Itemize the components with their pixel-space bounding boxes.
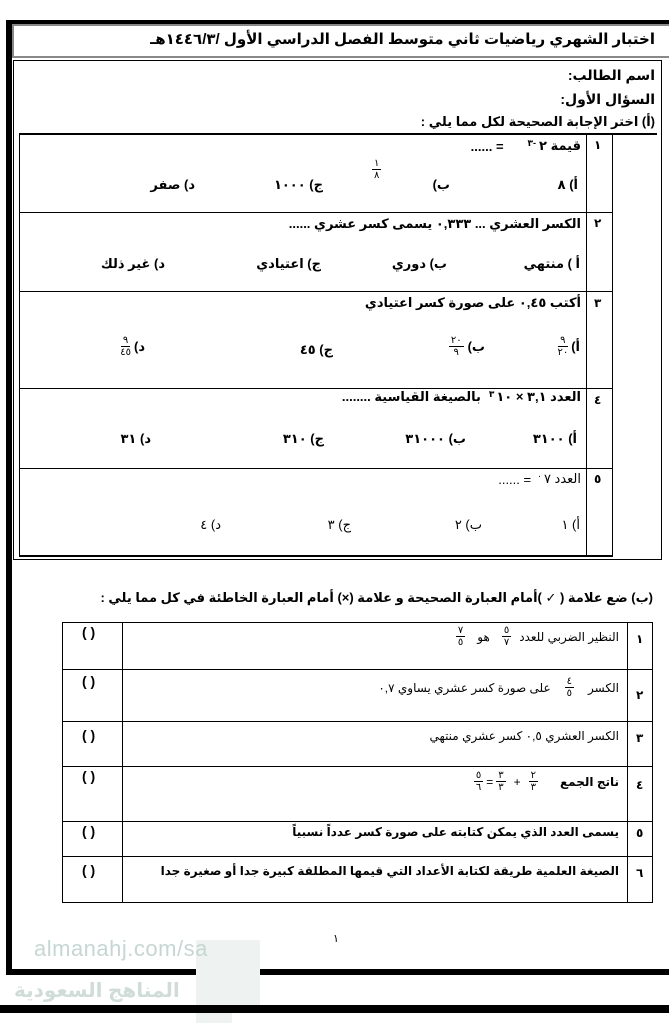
fraction-denominator: ٣ [530,782,536,793]
option-d[interactable]: د) غير ذلك [100,256,165,271]
fraction-denominator: ٨ [374,170,380,181]
option-a[interactable]: أ) ١ [561,517,580,532]
fraction-numerator: ٩ [560,335,566,346]
question-stem: العدد ٧ [543,471,581,486]
question-one-label: السؤال الأول: [560,91,655,107]
statement-text: الكسر [588,680,619,695]
tf-row-divider [62,856,653,857]
option-a-group[interactable] [557,335,580,358]
plus-sign: + [513,774,521,789]
true-false-table [62,622,653,903]
statement-line [378,676,619,699]
equals-sign: = [486,774,494,789]
watermark-url: almanahj.com/sa [34,936,208,961]
statement-number: ١ [636,632,644,646]
fraction-numerator: ٩ [122,335,129,346]
statement-tail: على صورة كسر عشري يساوي ٠,٧ [378,680,551,695]
statement-text: يسمى العدد الذي يمكن كتابته على صورة كسر عدداً نسبياً [292,825,619,839]
question-blank: بالصيغة القياسية ........ [341,389,481,404]
question-number: ١ [594,138,602,152]
option-a[interactable]: أ) ٣١٠٠ [532,431,577,446]
answer-blank[interactable]: ( ) [82,727,96,743]
exam-title: اختبار الشهري رياضيات ثاني متوسط الفصل الدراسي الأول /١٤٤٦/٣هـ [150,31,655,48]
watermark-arabic-logo: المناهج السعودية [14,980,180,1002]
option-b[interactable]: ب) [467,338,485,354]
question-number: ٥ [594,472,602,486]
option-b[interactable]: ب) ٢ [454,517,482,532]
answer-blank[interactable]: ( ) [82,624,96,640]
question-blank: = ...... [498,471,532,487]
question-stem: قيمة ٢ [539,138,581,153]
fraction-denominator: ٣ [498,782,504,793]
option-d[interactable]: د) ٣١ [120,431,151,446]
fraction-denominator: ٥ [457,637,464,648]
option-c[interactable]: ج) ٣ [327,517,351,532]
question-text [342,389,581,405]
option-d[interactable]: د) ٤ [200,517,221,532]
part-a-instruction: (أ) اختر الإجابة الصحيحة لكل مما يلي : [420,114,655,129]
statement-number: ٥ [636,826,644,840]
fraction-numerator: ٥ [503,625,510,636]
answer-blank[interactable]: ( ) [82,862,96,878]
question-stem: العدد ٣,١ × ١٠ [496,389,581,404]
fraction-numerator: ٥ [475,770,482,781]
mcq-row-divider [19,212,612,213]
option-c[interactable]: ج) ١٠٠٠ [273,177,323,192]
fraction-numerator: ٢٠ [450,335,462,346]
question-number: ٤ [594,393,602,407]
option-c[interactable]: ج) ٣١٠ [282,431,324,446]
mcq-table-margin [612,133,657,557]
fraction-denominator: ٤٥ [120,347,131,358]
statement-number: ٣ [636,731,644,745]
question-text [451,138,581,154]
statement-text: ناتج الجمع [559,774,619,789]
statement-number: ٤ [636,778,644,792]
option-c[interactable]: ج) اعتيادي [256,256,321,271]
fraction-denominator: ٥ [566,688,573,699]
question-text: أكتب ٠,٤٥ على صورة كسر اعتيادي [364,295,581,310]
tf-row-divider [62,721,653,722]
mcq-row-divider [19,468,612,469]
bottom-bar [0,1005,669,1013]
statement-text: النظير الضربي للعدد [519,629,619,644]
tf-row-divider [62,766,653,767]
question-blank: = ...... [470,138,504,154]
option-d[interactable]: د) [133,338,145,354]
option-b-group[interactable] [449,335,485,358]
mcq-num-column-line [586,133,587,557]
tf-row-divider [62,669,653,670]
question-text: الكسر العشري ... ٠,٣٣٣ يسمى كسر عشري ...... [288,216,581,231]
statement-number: ٦ [636,866,644,880]
exponent: ٠ [537,471,542,481]
fraction-numerator: ٧ [457,625,464,636]
fraction-denominator: ٧ [503,637,510,648]
question-number: ٣ [594,296,602,310]
exponent: -٣ [527,138,537,148]
answer-column-line [122,622,123,903]
option-b[interactable]: ب) دوري [391,256,447,271]
question-number: ٢ [594,216,602,230]
fraction-numerator: ٢ [530,770,536,781]
fraction-denominator: ٦ [475,782,482,793]
number-column-line [627,622,628,903]
statement-number: ٢ [636,688,644,702]
fraction-denominator: ٢٠ [557,347,569,358]
answer-blank[interactable]: ( ) [82,673,96,689]
answer-blank[interactable]: ( ) [82,823,96,839]
question-text [498,471,581,487]
exponent: ٣ [488,389,495,399]
fraction-numerator: ٣ [498,770,504,781]
fraction-numerator: ١ [374,158,380,169]
mcq-row-divider [19,291,612,292]
student-name-label: اسم الطالب: [567,67,655,83]
option-b[interactable]: ب) [432,177,450,192]
option-b[interactable]: ب) ٣١٠٠٠ [405,431,466,446]
statement-text: الصيغة العلمية طريقة لكتابة الأعداد التي قيمها المطلقة كبيرة جدا أو صغيرة جدا [160,864,619,878]
option-d[interactable]: د) صفر [150,177,195,192]
option-c[interactable]: ج) ٤٥ [299,342,333,357]
option-a[interactable]: أ) ٨ [557,177,578,192]
option-a[interactable]: أ ) منتهي [523,256,580,271]
option-a[interactable]: أ) [571,338,580,354]
option-b-fraction [372,158,381,181]
fraction-numerator: ٤ [566,676,573,687]
fraction-denominator: ٩ [453,347,459,358]
page-number: ١ [333,933,339,945]
statement-line [474,770,619,793]
answer-blank[interactable]: ( ) [82,768,96,784]
part-b-instruction: (ب) ضع علامة ( ✓ )أمام العبارة الصحيحة و علامة (×) أمام العبارة الخاطئة في كل مما يلي : [100,590,653,605]
statement-line [456,625,619,648]
tf-row-divider [62,821,653,822]
statement-text: الكسر العشري ٠,٥ كسر عشري منتهي [429,729,619,743]
frame-inner-line [12,970,669,971]
option-d-group[interactable] [120,335,145,358]
statement-word: هو [477,629,490,644]
